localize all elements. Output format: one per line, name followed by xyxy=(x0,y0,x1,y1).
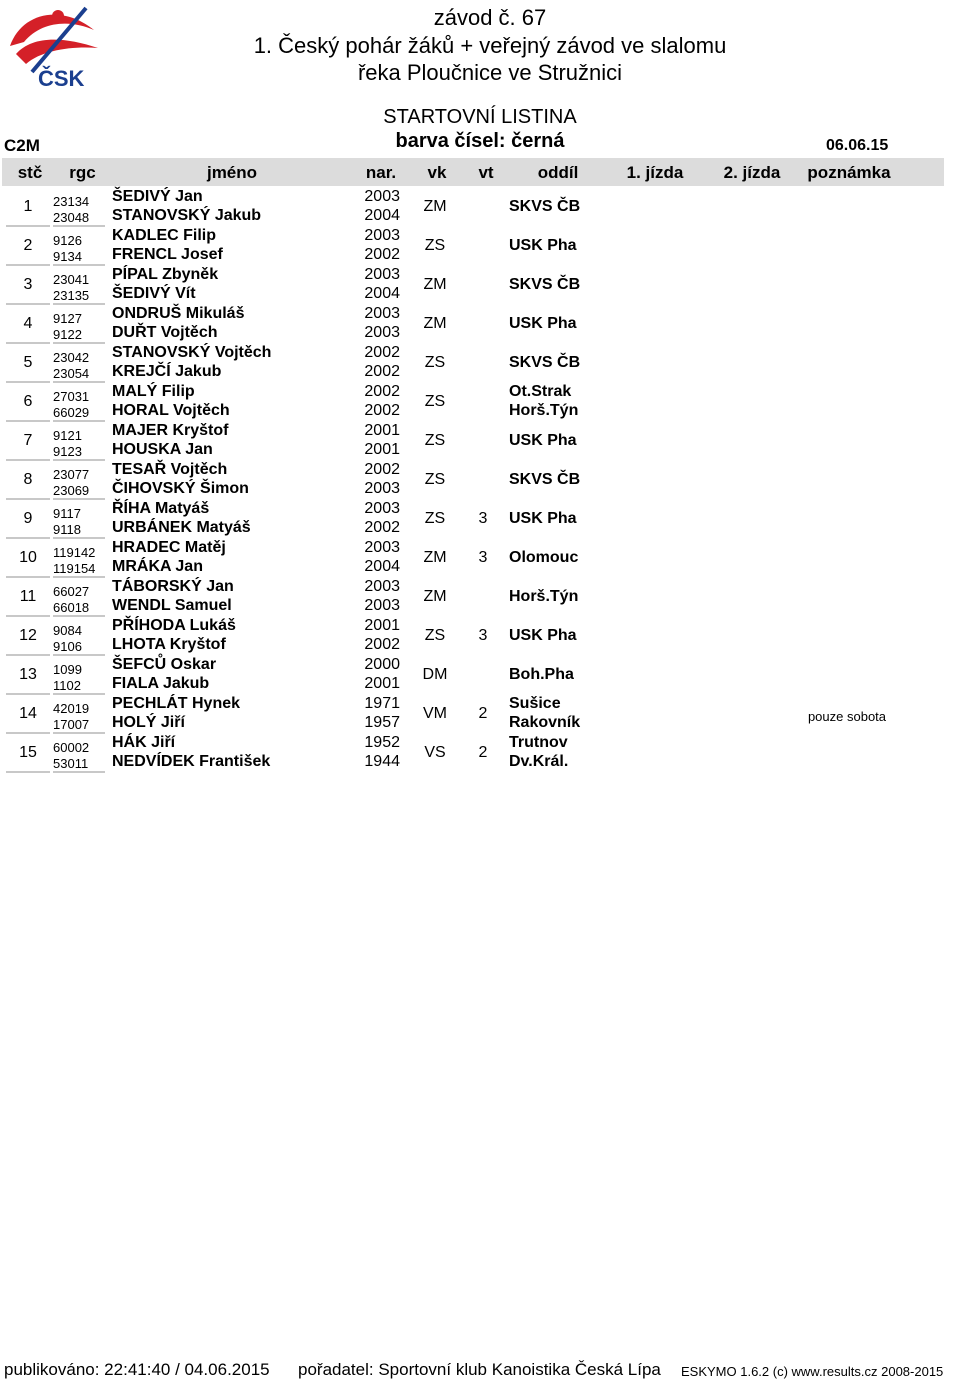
col-vk: vk xyxy=(427,163,447,182)
athlete-name: KADLEC Filip xyxy=(112,227,216,244)
club-name: SKVS ČB xyxy=(509,471,581,488)
reg-number: 60002 xyxy=(53,740,90,755)
club-name: SKVS ČB xyxy=(509,354,581,371)
athlete-name: FRENCL Josef xyxy=(112,246,223,263)
age-category: ZS xyxy=(424,432,446,449)
reg-number: 9084 xyxy=(53,623,82,638)
athlete-name: MAJER Kryštof xyxy=(112,422,229,439)
table-row xyxy=(0,500,960,539)
start-number: 2 xyxy=(23,237,33,254)
birth-year: 2003 xyxy=(364,539,400,556)
reg-number: 66027 xyxy=(53,584,90,599)
reg-number: 9127 xyxy=(53,311,82,326)
age-category: VM xyxy=(423,705,447,722)
table-row xyxy=(0,461,960,500)
performance-class: 3 xyxy=(478,549,488,566)
age-category: ZS xyxy=(424,393,446,410)
event-title: 1. Český pohár žáků + veřejný závod ve slalomu xyxy=(253,33,727,58)
table-row xyxy=(0,305,960,344)
start-number: 14 xyxy=(19,705,37,722)
race-date: 06.06.15 xyxy=(826,137,889,154)
reg-number: 66018 xyxy=(53,600,90,615)
table-row xyxy=(0,734,960,773)
birth-year: 2004 xyxy=(364,285,400,302)
club-name: SKVS ČB xyxy=(509,198,581,215)
athlete-name: ŠEDIVÝ Vít xyxy=(112,285,196,302)
athlete-name: ONDRUŠ Mikuláš xyxy=(112,305,245,322)
club-name: USK Pha xyxy=(509,315,577,332)
published-info: publikováno: 22:41:40 / 04.06.2015 xyxy=(4,1360,270,1379)
table-row xyxy=(0,344,960,383)
reg-number: 17007 xyxy=(53,717,90,732)
athlete-name: MRÁKA Jan xyxy=(112,558,203,575)
athlete-name: STANOVSKÝ Jakub xyxy=(112,207,262,224)
col-rgc: rgc xyxy=(69,163,96,182)
birth-year: 1944 xyxy=(364,753,400,770)
reg-number: 9118 xyxy=(53,522,81,537)
reg-number: 23069 xyxy=(53,483,90,498)
reg-number: 119142 xyxy=(53,545,96,560)
reg-number: 23042 xyxy=(53,350,90,365)
table-row xyxy=(0,266,960,305)
start-number: 3 xyxy=(23,276,33,293)
birth-year: 2003 xyxy=(364,480,400,497)
reg-number: 23134 xyxy=(53,194,90,209)
club-name: USK Pha xyxy=(509,237,577,254)
athlete-name: HÁK Jiří xyxy=(112,734,176,751)
birth-year: 2003 xyxy=(364,188,400,205)
reg-number: 23135 xyxy=(53,288,90,303)
birth-year: 2001 xyxy=(364,441,400,458)
reg-number: 9122 xyxy=(53,327,82,342)
reg-number: 66029 xyxy=(53,405,90,420)
age-category: ZS xyxy=(424,354,446,371)
club-name: USK Pha xyxy=(509,510,577,527)
start-number: 6 xyxy=(23,393,33,410)
col-club: oddíl xyxy=(537,163,579,182)
age-category: ZM xyxy=(423,549,447,566)
table-row xyxy=(0,383,960,422)
birth-year: 2002 xyxy=(364,461,400,478)
club-name: Horš.Týn xyxy=(509,402,579,419)
performance-class: 2 xyxy=(478,705,488,722)
age-category: ZS xyxy=(424,627,446,644)
table-row xyxy=(0,695,960,734)
csk-logo xyxy=(2,2,102,90)
age-category: ZS xyxy=(424,510,446,527)
athlete-name: ŘÍHA Matyáš xyxy=(112,500,210,517)
birth-year: 2002 xyxy=(364,519,400,536)
age-category: ZM xyxy=(423,276,447,293)
row-divider xyxy=(6,771,50,773)
reg-number: 9123 xyxy=(53,444,82,459)
reg-number: 9134 xyxy=(53,249,82,264)
athlete-name: HRADEC Matěj xyxy=(112,539,226,556)
birth-year: 2004 xyxy=(364,207,400,224)
athlete-name: KREJČÍ Jakub xyxy=(112,363,222,380)
performance-class: 2 xyxy=(478,744,488,761)
age-category: ZM xyxy=(423,588,447,605)
athlete-name: ŠEFCŮ Oskar xyxy=(112,656,217,673)
col-vt: vt xyxy=(478,163,494,182)
col-stc: stč xyxy=(17,163,43,182)
table-row xyxy=(0,656,960,695)
birth-year: 1971 xyxy=(364,695,400,712)
reg-number: 9106 xyxy=(53,639,82,654)
club-name: Ot.Strak xyxy=(509,383,572,400)
table-row xyxy=(0,617,960,656)
start-number: 12 xyxy=(19,627,37,644)
reg-number: 27031 xyxy=(53,389,90,404)
birth-year: 2003 xyxy=(364,500,400,517)
organizer-info: pořadatel: Sportovní klub Kanoistika Česká Lípa xyxy=(298,1360,661,1379)
birth-year: 2001 xyxy=(364,422,400,439)
birth-year: 1952 xyxy=(364,734,400,751)
start-number: 8 xyxy=(23,471,33,488)
reg-number: 9126 xyxy=(53,233,82,248)
athlete-name: HOLÝ Jiří xyxy=(112,714,185,731)
col-run1: 1. jízda xyxy=(626,163,684,182)
athlete-name: DUŘT Vojtěch xyxy=(112,324,218,341)
reg-number: 23054 xyxy=(53,366,90,381)
bib-color: barva čísel: černá xyxy=(395,130,565,152)
start-number: 10 xyxy=(19,549,37,566)
club-name: Trutnov xyxy=(509,734,568,751)
start-list xyxy=(0,188,960,773)
birth-year: 1957 xyxy=(364,714,400,731)
age-category: ZS xyxy=(424,471,446,488)
table-row xyxy=(0,578,960,617)
age-category: ZM xyxy=(423,198,447,215)
start-number: 7 xyxy=(23,432,33,449)
birth-year: 2000 xyxy=(364,656,400,673)
reg-number: 119154 xyxy=(53,561,96,576)
age-category: VS xyxy=(424,744,446,761)
col-run2: 2. jízda xyxy=(723,163,781,182)
birth-year: 2003 xyxy=(364,227,400,244)
start-number: 13 xyxy=(19,666,37,683)
list-title: STARTOVNÍ LISTINA xyxy=(383,106,577,128)
performance-class: 3 xyxy=(478,510,488,527)
start-number: 4 xyxy=(23,315,33,332)
reg-number: 53011 xyxy=(53,756,89,771)
col-year: nar. xyxy=(365,163,397,182)
athlete-name: WENDL Samuel xyxy=(112,597,232,614)
birth-year: 2002 xyxy=(364,636,400,653)
reg-number: 23041 xyxy=(53,272,90,287)
club-name: Dv.Král. xyxy=(509,753,569,770)
athlete-name: STANOVSKÝ Vojtěch xyxy=(112,344,272,361)
club-name: Olomouc xyxy=(509,549,579,566)
start-number: 1 xyxy=(23,198,33,215)
athlete-name: FIALA Jakub xyxy=(112,675,210,692)
birth-year: 2001 xyxy=(364,617,400,634)
performance-class: 3 xyxy=(478,627,488,644)
athlete-name: PŘÍHODA Lukáš xyxy=(112,617,236,634)
logo-text: ČSK xyxy=(38,66,85,90)
row-divider xyxy=(53,771,105,773)
club-name: SKVS ČB xyxy=(509,276,581,293)
table-row xyxy=(0,188,960,227)
athlete-name: MALÝ Filip xyxy=(112,383,195,400)
athlete-name: PECHLÁT Hynek xyxy=(112,695,241,712)
start-number: 9 xyxy=(23,510,33,527)
table-header xyxy=(2,158,944,186)
birth-year: 2002 xyxy=(364,344,400,361)
club-name: Horš.Týn xyxy=(509,588,579,605)
athlete-name: LHOTA Kryštof xyxy=(112,636,226,653)
race-number: závod č. 67 xyxy=(433,5,547,30)
note: pouze sobota xyxy=(807,709,887,724)
athlete-name: TESAŘ Vojtěch xyxy=(112,461,228,478)
start-number: 11 xyxy=(19,588,37,605)
birth-year: 2001 xyxy=(364,675,400,692)
col-note: poznámka xyxy=(807,163,891,182)
software-info: ESKYMO 1.6.2 (c) www.results.cz 2008-2015 xyxy=(681,1364,944,1379)
club-name: Boh.Pha xyxy=(509,666,574,683)
table-row xyxy=(0,227,960,266)
age-category: ZM xyxy=(423,315,447,332)
birth-year: 2002 xyxy=(364,402,400,419)
club-name: Sušice xyxy=(509,695,561,712)
birth-year: 2003 xyxy=(364,578,400,595)
reg-number: 9117 xyxy=(53,506,81,521)
age-category: ZS xyxy=(424,237,446,254)
club-name: Rakovník xyxy=(509,714,581,731)
birth-year: 2003 xyxy=(364,266,400,283)
age-category: DM xyxy=(422,666,448,683)
reg-number: 1102 xyxy=(53,678,81,693)
col-name: jméno xyxy=(206,163,258,182)
category-label: C2M xyxy=(4,136,40,155)
reg-number: 9121 xyxy=(53,428,82,443)
athlete-name: ŠEDIVÝ Jan xyxy=(112,188,203,205)
club-name: USK Pha xyxy=(509,627,577,644)
athlete-name: HORAL Vojtěch xyxy=(112,402,230,419)
birth-year: 2003 xyxy=(364,324,400,341)
athlete-name: URBÁNEK Matyáš xyxy=(112,519,251,536)
athlete-name: PÍPAL Zbyněk xyxy=(112,266,219,283)
reg-number: 23048 xyxy=(53,210,90,225)
birth-year: 2003 xyxy=(364,597,400,614)
start-number: 15 xyxy=(19,744,37,761)
reg-number: 42019 xyxy=(53,701,90,716)
athlete-name: NEDVÍDEK František xyxy=(112,753,271,770)
birth-year: 2003 xyxy=(364,305,400,322)
club-name: USK Pha xyxy=(509,432,577,449)
birth-year: 2004 xyxy=(364,558,400,575)
athlete-name: TÁBORSKÝ Jan xyxy=(112,578,234,595)
athlete-name: ČIHOVSKÝ Šimon xyxy=(112,480,249,497)
reg-number: 1099 xyxy=(53,662,82,677)
event-location: řeka Ploučnice ve Stružnici xyxy=(357,60,623,85)
table-row xyxy=(0,539,960,578)
table-row xyxy=(0,422,960,461)
athlete-name: HOUSKA Jan xyxy=(112,441,213,458)
reg-number: 23077 xyxy=(53,467,90,482)
birth-year: 2002 xyxy=(364,383,400,400)
start-number: 5 xyxy=(23,354,33,371)
birth-year: 2002 xyxy=(364,363,400,380)
birth-year: 2002 xyxy=(364,246,400,263)
